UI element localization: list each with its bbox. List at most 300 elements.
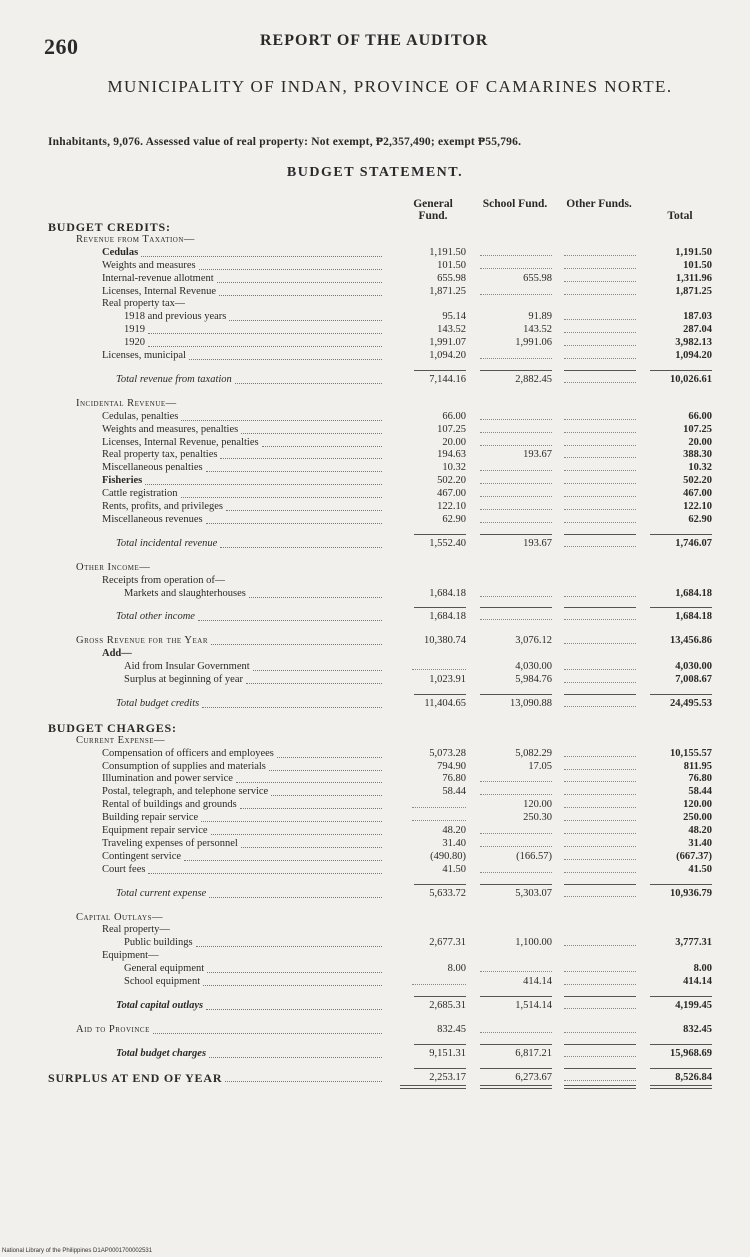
- column-rule: [480, 694, 552, 695]
- general-fund-value: 1,684.18: [429, 587, 466, 599]
- column-rule: [414, 996, 466, 997]
- general-fund-value: 8.00: [447, 963, 466, 975]
- row-label: School equipment: [124, 976, 201, 987]
- empty-cell-dash: [480, 419, 552, 420]
- school-fund-value: 13,090.88: [510, 697, 552, 709]
- leader-dots: [199, 269, 382, 270]
- general-fund-value: 48.20: [442, 825, 466, 836]
- page-number: 260: [44, 34, 79, 59]
- row-label: Court fees: [102, 863, 146, 875]
- empty-cell-dash: [564, 522, 636, 523]
- row-label: Licenses, municipal: [102, 350, 186, 361]
- school-fund-value: 143.52: [523, 324, 552, 336]
- general-fund-value: 10,380.74: [424, 635, 466, 647]
- total-value: 101.50: [683, 259, 712, 271]
- total-value: 467.00: [683, 488, 712, 500]
- table-row: [0, 272, 750, 286]
- empty-cell-dash: [564, 1008, 636, 1009]
- table-row: [0, 660, 750, 674]
- inhabitants-line: Inhabitants, 9,076. Assessed value of real property: Not exempt, ₱2,357,490; exempt ₱55,796.: [48, 136, 522, 148]
- empty-cell-dash: [564, 294, 636, 295]
- school-fund-value: (166.57): [516, 850, 552, 862]
- total-value: 10,936.79: [670, 887, 712, 899]
- row-label: Traveling expenses of personnel: [102, 837, 238, 849]
- table-row: [0, 721, 750, 735]
- row-label: Total budget credits: [116, 697, 200, 709]
- leader-dots: [141, 256, 382, 257]
- row-label: Internal-revenue allotment: [102, 272, 214, 284]
- table-row: [0, 336, 750, 350]
- row-label: Current Expense—: [76, 734, 165, 746]
- table-row: [0, 772, 750, 786]
- school-fund-value: 250.30: [523, 812, 552, 824]
- general-fund-value: 1,552.40: [429, 537, 466, 549]
- row-label: Real property tax—: [102, 298, 186, 310]
- total-value: 4,199.45: [675, 999, 712, 1011]
- school-fund-value: 1,100.00: [515, 937, 552, 949]
- column-rule: [650, 534, 712, 535]
- row-label: Surplus at beginning of year: [124, 674, 243, 685]
- leader-dots: [240, 808, 382, 809]
- empty-cell-dash: [480, 833, 552, 834]
- empty-cell-dash: [480, 522, 552, 523]
- table-row: [0, 423, 750, 437]
- column-header-general-fund: General Fund.: [413, 198, 453, 222]
- leader-dots: [209, 897, 382, 898]
- table-row: [0, 246, 750, 260]
- total-value: 1,191.50: [675, 246, 712, 258]
- general-fund-value: 194.63: [437, 449, 466, 461]
- empty-cell-dash: [480, 596, 552, 597]
- school-fund-value: 3,076.12: [515, 635, 552, 647]
- school-fund-value: 6,273.67: [515, 1071, 552, 1083]
- table-row: [0, 798, 750, 812]
- table-row: [0, 863, 750, 877]
- empty-cell-dash: [480, 445, 552, 446]
- leader-dots: [235, 383, 382, 384]
- column-rule: [564, 1068, 636, 1069]
- double-rule: [400, 1088, 466, 1089]
- total-value: 287.04: [683, 324, 712, 336]
- empty-cell-dash: [564, 419, 636, 420]
- leader-dots: [241, 433, 382, 434]
- column-rule: [564, 534, 636, 535]
- total-value: 3,777.31: [675, 937, 712, 949]
- row-label: Building repair service: [102, 812, 199, 824]
- table-row: [0, 1023, 750, 1037]
- table-row: [0, 397, 750, 411]
- row-label: 1920: [124, 337, 145, 349]
- leader-dots: [206, 471, 382, 472]
- empty-cell-dash: [480, 1032, 552, 1033]
- table-row: [0, 513, 750, 527]
- double-rule: [564, 1085, 636, 1086]
- column-rule: [650, 607, 712, 608]
- empty-cell-dash: [564, 546, 636, 547]
- column-rule: [480, 1044, 552, 1045]
- column-rule: [414, 370, 466, 371]
- leader-dots: [198, 620, 382, 621]
- total-value: 10.32: [688, 462, 712, 474]
- empty-cell-dash: [564, 833, 636, 834]
- total-value: 8.00: [693, 963, 712, 975]
- total-value: 10,026.61: [670, 373, 712, 385]
- empty-cell-dash: [564, 496, 636, 497]
- table-row: [0, 1071, 750, 1085]
- table-row: [0, 461, 750, 475]
- table-row: [0, 285, 750, 299]
- double-rule: [650, 1085, 712, 1086]
- general-fund-value: 1,871.25: [429, 285, 466, 297]
- general-fund-value: 107.25: [437, 423, 466, 435]
- general-fund-value: 794.90: [437, 760, 466, 772]
- general-fund-value: 101.50: [437, 259, 466, 271]
- general-fund-value: 143.52: [437, 324, 466, 336]
- table-row: [0, 233, 750, 247]
- total-value: 24,495.53: [670, 697, 712, 709]
- row-label: Equipment—: [102, 950, 159, 962]
- general-fund-value: 5,633.72: [429, 887, 466, 899]
- column-rule: [650, 996, 712, 997]
- general-fund-value: 11,404.65: [424, 697, 466, 709]
- table-row: [0, 673, 750, 687]
- column-rule: [480, 1068, 552, 1069]
- row-label: Equipment repair service: [102, 825, 208, 836]
- school-fund-value: 17.05: [528, 760, 552, 772]
- row-label: Total revenue from taxation: [116, 373, 232, 385]
- table-row: [0, 911, 750, 925]
- double-rule: [400, 1085, 466, 1086]
- double-rule: [480, 1088, 552, 1089]
- table-row: [0, 610, 750, 624]
- leader-dots: [211, 834, 382, 835]
- row-label: SURPLUS AT END OF YEAR: [48, 1070, 223, 1085]
- school-fund-value: 1,991.06: [515, 337, 552, 349]
- total-value: 187.03: [683, 311, 712, 323]
- total-value: 58.44: [688, 786, 712, 798]
- leader-dots: [203, 985, 382, 986]
- total-value: 76.80: [688, 773, 712, 785]
- row-label: Real property tax, penalties: [102, 449, 218, 461]
- column-header-school-fund: School Fund.: [482, 198, 548, 210]
- leader-dots: [196, 946, 382, 947]
- school-fund-value: 1,514.14: [515, 999, 552, 1011]
- school-fund-value: 2,882.45: [515, 373, 552, 385]
- row-label: Incidental Revenue—: [76, 397, 177, 409]
- column-rule: [650, 694, 712, 695]
- table-row: [0, 297, 750, 311]
- leader-dots: [206, 523, 382, 524]
- row-label: Total incidental revenue: [116, 537, 218, 549]
- general-fund-value: 76.80: [442, 773, 466, 785]
- row-label: Illumination and power service: [102, 773, 233, 785]
- empty-cell-dash: [564, 255, 636, 256]
- empty-cell-dash: [480, 483, 552, 484]
- double-rule: [564, 1088, 636, 1089]
- row-label: Revenue from Taxation—: [76, 233, 195, 245]
- column-rule: [650, 884, 712, 885]
- row-label: Miscellaneous revenues: [102, 513, 203, 525]
- total-value: 13,456.86: [670, 635, 712, 647]
- leader-dots: [226, 510, 382, 511]
- row-label: Cedulas: [102, 246, 139, 258]
- total-value: 107.25: [683, 423, 712, 435]
- total-value: 3,982.13: [675, 337, 712, 349]
- column-rule: [564, 1044, 636, 1045]
- leader-dots: [184, 860, 382, 861]
- leader-dots: [253, 670, 382, 671]
- leader-dots: [236, 782, 382, 783]
- total-value: 1,684.18: [675, 587, 712, 599]
- empty-cell-dash: [564, 807, 636, 808]
- leader-dots: [189, 359, 382, 360]
- row-label: Receipts from operation of—: [102, 574, 226, 586]
- table-row: [0, 850, 750, 864]
- leader-dots: [262, 446, 382, 447]
- total-value: 7,008.67: [675, 674, 712, 685]
- general-fund-value: 10.32: [442, 462, 466, 474]
- general-fund-value: 122.10: [437, 501, 466, 512]
- table-row: [0, 975, 750, 989]
- total-value: (667.37): [676, 850, 712, 862]
- school-fund-value: 655.98: [523, 272, 552, 284]
- column-rule: [480, 607, 552, 608]
- school-fund-value: 120.00: [523, 799, 552, 811]
- empty-cell-dash: [564, 706, 636, 707]
- column-rule: [414, 1068, 466, 1069]
- general-fund-value: 467.00: [437, 488, 466, 500]
- leader-dots: [271, 795, 382, 796]
- leader-dots: [229, 320, 382, 321]
- empty-cell-dash: [564, 1056, 636, 1057]
- document-title: MUNICIPALITY OF INDAN, PROVINCE OF CAMARINES NORTE.: [107, 77, 673, 96]
- column-rule: [650, 1068, 712, 1069]
- column-rule: [650, 1044, 712, 1045]
- table-row: [0, 962, 750, 976]
- column-rule: [564, 607, 636, 608]
- column-rule: [564, 884, 636, 885]
- empty-cell-dash: [564, 984, 636, 985]
- empty-cell-dash: [480, 846, 552, 847]
- table-row: [0, 410, 750, 424]
- empty-cell-dash: [480, 268, 552, 269]
- leader-dots: [277, 757, 382, 758]
- row-label: Total other income: [116, 611, 195, 623]
- double-rule: [650, 1088, 712, 1089]
- general-fund-value: 2,677.31: [429, 937, 466, 949]
- row-label: Add—: [102, 648, 132, 660]
- column-rule: [564, 996, 636, 997]
- column-rule: [414, 534, 466, 535]
- column-rule: [414, 1044, 466, 1045]
- table-row: [0, 697, 750, 711]
- general-fund-value: 20.00: [442, 436, 466, 448]
- school-fund-value: 5,082.29: [515, 747, 552, 759]
- column-rule: [414, 694, 466, 695]
- empty-cell-dash: [480, 294, 552, 295]
- row-label: Weights and measures: [102, 259, 196, 271]
- general-fund-value: (490.80): [430, 850, 466, 862]
- column-rule: [650, 370, 712, 371]
- total-value: 388.30: [683, 449, 712, 461]
- table-row: [0, 785, 750, 799]
- empty-cell-dash: [564, 781, 636, 782]
- table-row: [0, 310, 750, 324]
- row-label: Aid from Insular Government: [124, 661, 250, 673]
- row-label: Contingent service: [102, 850, 182, 862]
- empty-cell-dash: [480, 971, 552, 972]
- row-label: Licenses, Internal Revenue: [102, 285, 216, 297]
- total-value: 414.14: [683, 976, 712, 987]
- double-rule: [480, 1085, 552, 1086]
- leader-dots: [148, 873, 382, 874]
- empty-cell-dash: [564, 669, 636, 670]
- row-label: General equipment: [124, 963, 205, 975]
- empty-cell-dash: [564, 332, 636, 333]
- total-value: 66.00: [688, 410, 712, 422]
- total-value: 4,030.00: [675, 661, 712, 673]
- total-value: 48.20: [688, 825, 712, 836]
- empty-cell-dash: [480, 470, 552, 471]
- row-label: Total capital outlays: [116, 999, 204, 1011]
- table-row: [0, 837, 750, 851]
- budget-statement-heading: BUDGET STATEMENT.: [286, 165, 464, 180]
- leader-dots: [225, 1081, 382, 1082]
- empty-cell-dash: [564, 945, 636, 946]
- row-label: Total current expense: [116, 887, 207, 899]
- general-fund-value: 2,685.31: [429, 999, 466, 1011]
- total-value: 811.95: [683, 760, 712, 772]
- table-row: [0, 561, 750, 575]
- total-value: 15,968.69: [670, 1047, 712, 1059]
- total-value: 1,684.18: [675, 611, 712, 623]
- leader-dots: [145, 484, 382, 485]
- row-label: Aid to Province: [76, 1023, 150, 1035]
- school-fund-value: 91.89: [528, 311, 552, 323]
- table-row: [0, 647, 750, 661]
- column-header-total: Total: [667, 210, 693, 222]
- empty-cell-dash: [564, 971, 636, 972]
- empty-cell-dash: [564, 457, 636, 458]
- school-fund-value: 4,030.00: [515, 661, 552, 673]
- column-rule: [414, 607, 466, 608]
- empty-cell-dash: [564, 382, 636, 383]
- footer-attribution: National Library of the Philippines D1AP0001700002531: [2, 1248, 153, 1254]
- empty-cell-dash: [564, 859, 636, 860]
- general-fund-value: 1,023.91: [429, 674, 466, 685]
- table-row: [0, 999, 750, 1013]
- general-fund-value: 5,073.28: [429, 747, 466, 759]
- empty-cell-dash: [480, 358, 552, 359]
- empty-cell-dash: [564, 596, 636, 597]
- total-value: 10,155.57: [670, 747, 712, 759]
- table-row: [0, 949, 750, 963]
- column-rule: [480, 534, 552, 535]
- empty-cell-dash: [564, 483, 636, 484]
- column-rule: [480, 370, 552, 371]
- row-label: Gross Revenue for the Year: [76, 635, 209, 647]
- total-value: 1,746.07: [675, 537, 712, 549]
- leader-dots: [148, 346, 382, 347]
- general-fund-value: 31.40: [442, 837, 466, 849]
- general-fund-value: 1,684.18: [429, 611, 466, 623]
- general-fund-value: 1,991.07: [429, 337, 466, 349]
- table-row: [0, 220, 750, 234]
- general-fund-value: 66.00: [442, 410, 466, 422]
- row-label: Other Income—: [76, 561, 151, 573]
- table-row: [0, 1047, 750, 1061]
- empty-cell-dash: [564, 358, 636, 359]
- total-value: 250.00: [683, 812, 712, 824]
- row-label: Markets and slaughterhouses: [124, 587, 246, 599]
- leader-dots: [269, 770, 382, 771]
- row-label: Total budget charges: [116, 1047, 207, 1059]
- empty-cell-dash: [564, 281, 636, 282]
- general-fund-value: 58.44: [442, 786, 466, 798]
- row-label: Capital Outlays—: [76, 911, 164, 923]
- total-value: 502.20: [683, 475, 712, 487]
- row-label: 1919: [124, 324, 145, 336]
- empty-cell-dash: [412, 669, 466, 670]
- general-fund-value: 1,094.20: [429, 350, 466, 361]
- leader-dots: [206, 1009, 382, 1010]
- empty-cell-dash: [480, 619, 552, 620]
- leader-dots: [219, 295, 382, 296]
- leader-dots: [181, 497, 382, 498]
- table-row: [0, 634, 750, 648]
- row-label: Fisheries: [102, 475, 143, 487]
- empty-cell-dash: [564, 619, 636, 620]
- table-row: [0, 574, 750, 588]
- row-label: Rents, profits, and privileges: [102, 501, 224, 512]
- leader-dots: [249, 597, 382, 598]
- column-rule: [480, 884, 552, 885]
- column-header-other-funds: Other Funds.: [566, 198, 632, 210]
- table-row: [0, 474, 750, 488]
- leader-dots: [181, 420, 382, 421]
- general-fund-value: 2,253.17: [429, 1071, 466, 1083]
- school-fund-value: 6,817.21: [515, 1047, 552, 1059]
- empty-cell-dash: [564, 820, 636, 821]
- row-label: BUDGET CHARGES:: [48, 720, 177, 735]
- empty-cell-dash: [564, 682, 636, 683]
- total-value: 31.40: [688, 837, 712, 849]
- empty-cell-dash: [564, 319, 636, 320]
- empty-cell-dash: [564, 846, 636, 847]
- empty-cell-dash: [480, 496, 552, 497]
- leader-dots: [202, 707, 382, 708]
- leader-dots: [220, 458, 382, 459]
- empty-cell-dash: [480, 509, 552, 510]
- empty-cell-dash: [412, 807, 466, 808]
- general-fund-value: 62.90: [442, 513, 466, 525]
- total-value: 41.50: [688, 863, 712, 875]
- table-row: [0, 747, 750, 761]
- empty-cell-dash: [412, 984, 466, 985]
- row-label: Real property—: [102, 924, 170, 936]
- empty-cell-dash: [564, 1032, 636, 1033]
- row-label: BUDGET CREDITS:: [48, 220, 171, 234]
- table-row: [0, 587, 750, 601]
- table-row: [0, 824, 750, 838]
- table-row: [0, 373, 750, 387]
- empty-cell-dash: [564, 872, 636, 873]
- general-fund-value: 9,151.31: [429, 1047, 466, 1059]
- table-row: [0, 760, 750, 774]
- table-row: [0, 887, 750, 901]
- row-label: 1918 and previous years: [124, 311, 227, 323]
- total-value: 8,526.84: [675, 1071, 712, 1083]
